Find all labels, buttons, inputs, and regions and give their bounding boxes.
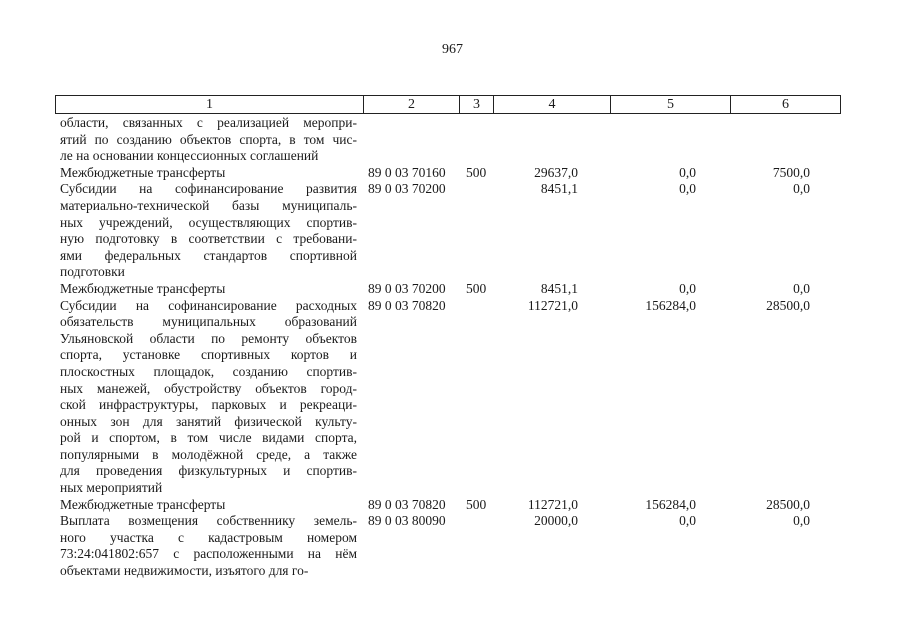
page-number: 967 bbox=[442, 42, 463, 57]
description-line: Выплата возмещения собственнику земель- bbox=[60, 513, 357, 529]
row-description bbox=[60, 165, 357, 182]
row-value-5: 0,0 bbox=[679, 181, 696, 197]
row-value-5: 156284,0 bbox=[645, 297, 696, 313]
row-code: 89 0 03 80090 bbox=[368, 513, 446, 529]
row-value-5: 0,0 bbox=[679, 280, 696, 296]
row-expense-type: 500 bbox=[466, 280, 487, 296]
description-line: подготовки bbox=[60, 264, 125, 280]
description-line: ных мероприятий bbox=[60, 480, 163, 496]
row-value-5: 0,0 bbox=[679, 513, 696, 529]
description-line: ской инфраструктуры, парковых и рекреаци- bbox=[60, 397, 357, 413]
description-line: Субсидии на софинансирование развития bbox=[60, 181, 357, 197]
row-value-4: 8451,1 bbox=[540, 181, 578, 197]
row-expense-type: 500 bbox=[466, 496, 487, 512]
description-line: плоскостных площадок, созданию спортив- bbox=[60, 363, 357, 379]
row-code: 89 0 03 70160 bbox=[368, 164, 446, 180]
row-description bbox=[60, 281, 357, 298]
description-line: Межбюджетные трансферты bbox=[60, 496, 226, 512]
column-header-4: 4 bbox=[494, 96, 611, 114]
description-line: ных манежей, обустройству объектов город- bbox=[60, 380, 357, 396]
row-description bbox=[60, 181, 357, 281]
row-value-6: 28500,0 bbox=[766, 496, 810, 512]
row-code: 89 0 03 70200 bbox=[368, 280, 446, 296]
table-row bbox=[0, 513, 905, 579]
row-code: 89 0 03 70200 bbox=[368, 181, 446, 197]
description-line: ями федеральных стандартов спортивной bbox=[60, 247, 357, 263]
column-header-5: 5 bbox=[611, 96, 731, 114]
row-description bbox=[60, 497, 357, 514]
row-value-4: 112721,0 bbox=[527, 496, 578, 512]
row-value-4: 20000,0 bbox=[534, 513, 578, 529]
row-value-6: 0,0 bbox=[793, 181, 810, 197]
column-header-6: 6 bbox=[731, 96, 841, 114]
row-expense-type: 500 bbox=[466, 164, 487, 180]
row-code: 89 0 03 70820 bbox=[368, 496, 446, 512]
description-line: Ульяновской области по ремонту объектов bbox=[60, 330, 357, 346]
description-line: обязательств муниципальных образований bbox=[60, 314, 357, 330]
column-header-2: 2 bbox=[364, 96, 460, 114]
table-row bbox=[0, 165, 905, 182]
description-line: 73:24:041802:657 с расположенными на нём bbox=[60, 546, 357, 562]
table-row bbox=[0, 115, 905, 165]
description-line: для проведения физкультурных и спортив- bbox=[60, 463, 357, 479]
table-row bbox=[0, 298, 905, 497]
row-value-6: 28500,0 bbox=[766, 297, 810, 313]
description-line: ного участка с кадастровым номером bbox=[60, 529, 357, 545]
row-value-5: 156284,0 bbox=[645, 496, 696, 512]
table-header bbox=[55, 95, 841, 114]
table-row bbox=[0, 181, 905, 281]
column-header-1: 1 bbox=[56, 96, 364, 114]
table-row bbox=[0, 281, 905, 298]
row-value-6: 0,0 bbox=[793, 513, 810, 529]
description-line: Субсидии на софинансирование расходных bbox=[60, 297, 357, 313]
row-value-6: 7500,0 bbox=[772, 164, 810, 180]
description-line: ную подготовку в соответствии с требовани- bbox=[60, 231, 357, 247]
description-line: Межбюджетные трансферты bbox=[60, 280, 226, 296]
row-code: 89 0 03 70820 bbox=[368, 297, 446, 313]
description-line: объектами недвижимости, изъятого для го- bbox=[60, 563, 309, 579]
description-line: ятий по созданию объектов спорта, в том чис- bbox=[60, 131, 357, 147]
description-line: рой и спортом, в том числе видами спорта, bbox=[60, 430, 357, 446]
description-line: онных зон для занятий физической культу- bbox=[60, 413, 357, 429]
table-row bbox=[0, 497, 905, 514]
description-line: области, связанных с реализацией меропри- bbox=[60, 115, 357, 130]
description-line: материально-технической базы муниципаль- bbox=[60, 197, 357, 213]
row-value-4: 112721,0 bbox=[527, 297, 578, 313]
description-line: ле на основании концессионных соглашений bbox=[60, 148, 319, 164]
row-value-5: 0,0 bbox=[679, 164, 696, 180]
description-line: Межбюджетные трансферты bbox=[60, 164, 226, 180]
row-value-6: 0,0 bbox=[793, 280, 810, 296]
description-line: популярными в молодёжной среде, а также bbox=[60, 446, 357, 462]
row-description bbox=[60, 513, 357, 579]
description-line: спорта, установке спортивных кортов и bbox=[60, 347, 357, 363]
row-description bbox=[60, 115, 357, 165]
column-header-3: 3 bbox=[460, 96, 494, 114]
table-body bbox=[0, 115, 905, 580]
row-value-4: 29637,0 bbox=[534, 164, 578, 180]
row-value-4: 8451,1 bbox=[540, 280, 578, 296]
description-line: ных учреждений, осуществляющих спортив- bbox=[60, 214, 357, 230]
row-description bbox=[60, 298, 357, 497]
